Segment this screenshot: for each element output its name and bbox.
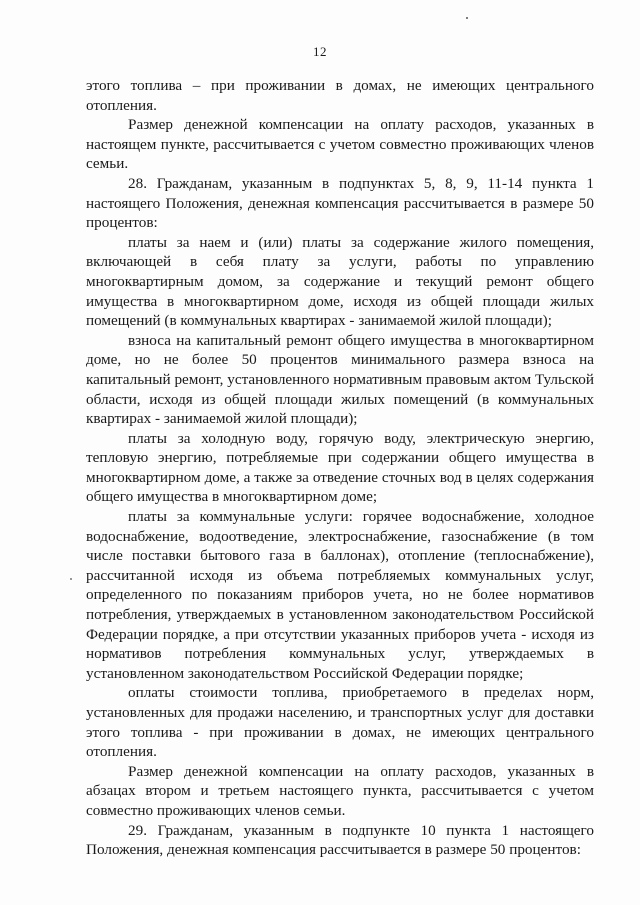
paragraph: оплаты стоимости топлива, приобретаемого в пределах норм, установленных для продажи населению, и транспортных услуг для доставки этого топлива - при проживании в домах, не имеющих центрального отопления. xyxy=(86,684,594,761)
paragraph: платы за холодную воду, горячую воду, электрическую энергию, тепловую энергию, потребляемые при содержании общего имущества в многоквартирном доме, а также за отведение сточных вод в целях содержания общего имущества в многоквартирном доме; xyxy=(86,429,594,506)
scan-speck xyxy=(466,17,468,19)
page-number: 12 xyxy=(313,44,327,59)
document-body xyxy=(86,76,594,860)
paragraph: платы за коммунальные услуги: горячее водоснабжение, холодное водоснабжение, водоотведение, электроснабжение, газоснабжение (в том числе поставки бытового газа в баллонах), отопление (теплоснабжение), рассчитанной исходя из объема потребляемых коммунальных услуг, определенного по показаниям приборов учета, но не более нормативов потребления, утверждаемых в установленном законодательством Российской Федерации порядке, а при отсутствии указанных приборов учета - исходя из нормативов потребления коммунальных услуг, утверждаемых в установленном законодательством Российской Федерации порядке; xyxy=(86,508,594,682)
paragraph: платы за наем и (или) платы за содержание жилого помещения, включающей в себя плату за услуги, работы по управлению многоквартирным домом, за содержание и текущий ремонт общего имущества в многоквартирном доме, исходя из общей площади жилых помещений (в коммунальных квартирах - занимаемой жилой площади); xyxy=(86,233,594,330)
paragraph: Размер денежной компенсации на оплату расходов, указанных в абзацах втором и третьем настоящего пункта, рассчитывается с учетом совместно проживающих членов семьи. xyxy=(86,762,594,819)
paragraph: этого топлива – при проживании в домах, не имеющих центрального отопления. xyxy=(86,77,594,114)
paragraph: 29. Гражданам, указанным в подпункте 10 пункта 1 настоящего Положения, денежная компенсация рассчитывается в размере 50 процентов: xyxy=(86,821,594,859)
paragraph: 28. Гражданам, указанным в подпунктах 5, 8, 9, 11-14 пункта 1 настоящего Положения, денежная компенсация рассчитывается в размере 50 процентов: xyxy=(86,174,594,232)
scan-speck xyxy=(70,578,72,580)
paragraph: взноса на капитальный ремонт общего имущества в многоквартирном доме, но не более 50 процентов минимального размера взноса на капитальный ремонт, установленного нормативным правовым актом Тульской области, исходя из общей площади жилых помещений (в коммунальных квартирах - занимаемой жилой площади); xyxy=(86,331,594,428)
paragraph: Размер денежной компенсации на оплату расходов, указанных в настоящем пункте, рассчитывается с учетом совместно проживающих членов семьи. xyxy=(86,116,594,173)
